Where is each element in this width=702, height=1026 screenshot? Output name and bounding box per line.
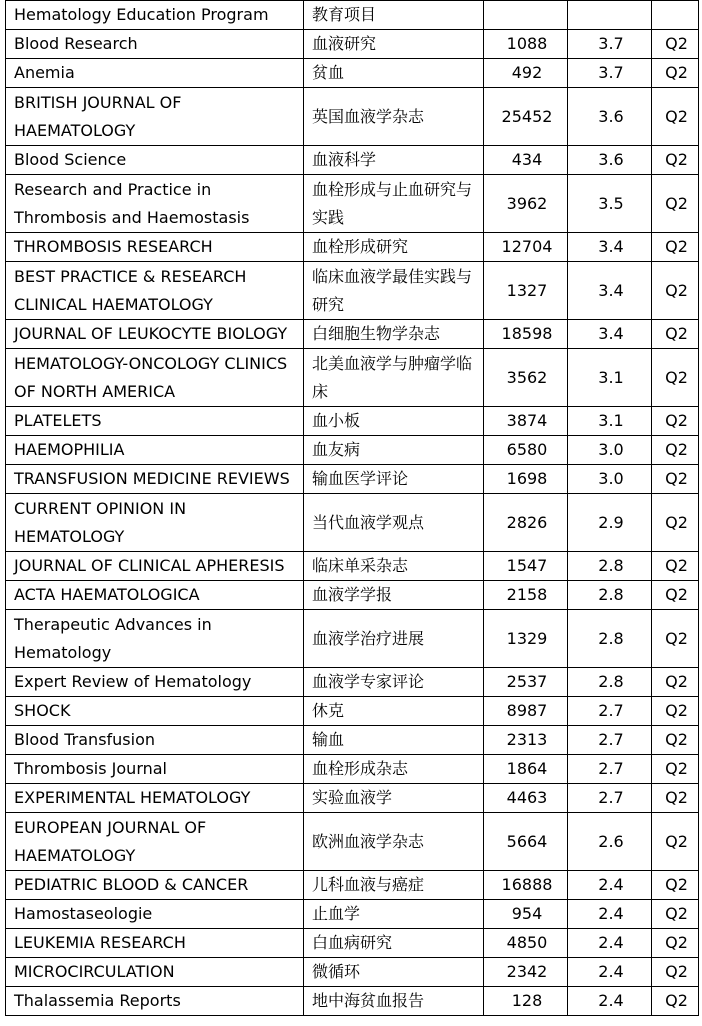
- journal-name-cell: Hematology Education Program: [6, 1, 304, 30]
- journal-name-cell: CURRENT OPINION IN HEMATOLOGY: [6, 494, 304, 552]
- citation-count-cell: 4463: [484, 784, 568, 813]
- impact-factor-cell: 3.0: [568, 436, 652, 465]
- quartile-cell: Q2: [652, 30, 699, 59]
- quartile-cell: Q2: [652, 987, 699, 1016]
- impact-factor-cell: 2.8: [568, 610, 652, 668]
- quartile-cell: Q2: [652, 552, 699, 581]
- quartile-cell: Q2: [652, 436, 699, 465]
- citation-count-cell: 2158: [484, 581, 568, 610]
- citation-count-cell: 2537: [484, 668, 568, 697]
- journal-name-cell: Expert Review of Hematology: [6, 668, 304, 697]
- quartile-cell: Q2: [652, 697, 699, 726]
- impact-factor-cell: 3.0: [568, 465, 652, 494]
- table-row: [6, 900, 699, 929]
- impact-factor-cell: 2.4: [568, 958, 652, 987]
- impact-factor-cell: 2.7: [568, 697, 652, 726]
- journal-chinese-name-cell: 输血: [304, 726, 484, 755]
- table-row: [6, 175, 699, 233]
- impact-factor-cell: 3.6: [568, 146, 652, 175]
- table-row: [6, 407, 699, 436]
- quartile-cell: Q2: [652, 465, 699, 494]
- quartile-cell: Q2: [652, 59, 699, 88]
- journal-name-cell: Blood Research: [6, 30, 304, 59]
- table-row: [6, 494, 699, 552]
- citation-count-cell: 492: [484, 59, 568, 88]
- journal-chinese-name-cell: 休克: [304, 697, 484, 726]
- journal-name-cell: Thalassemia Reports: [6, 987, 304, 1016]
- table-row: [6, 813, 699, 871]
- impact-factor-cell: 2.8: [568, 581, 652, 610]
- journal-name-cell: Therapeutic Advances in Hematology: [6, 610, 304, 668]
- quartile-cell: Q2: [652, 233, 699, 262]
- citation-count-cell: 954: [484, 900, 568, 929]
- citation-count-cell: 25452: [484, 88, 568, 146]
- table-row: [6, 784, 699, 813]
- journal-chinese-name-cell: 英国血液学杂志: [304, 88, 484, 146]
- quartile-cell: Q2: [652, 407, 699, 436]
- journal-name-cell: THROMBOSIS RESEARCH: [6, 233, 304, 262]
- journal-name-cell: Research and Practice in Thrombosis and Haemostasis: [6, 175, 304, 233]
- journal-chinese-name-cell: 血液学治疗进展: [304, 610, 484, 668]
- quartile-cell: Q2: [652, 349, 699, 407]
- impact-factor-cell: 2.4: [568, 900, 652, 929]
- journal-name-cell: JOURNAL OF CLINICAL APHERESIS: [6, 552, 304, 581]
- citation-count-cell: 2313: [484, 726, 568, 755]
- quartile-cell: Q2: [652, 813, 699, 871]
- journal-chinese-name-cell: 教育项目: [304, 1, 484, 30]
- journal-table-body: [6, 1, 699, 1016]
- table-row: [6, 958, 699, 987]
- quartile-cell: Q2: [652, 900, 699, 929]
- journal-name-cell: HAEMOPHILIA: [6, 436, 304, 465]
- citation-count-cell: 4850: [484, 929, 568, 958]
- quartile-cell: Q2: [652, 175, 699, 233]
- impact-factor-cell: 2.9: [568, 494, 652, 552]
- journal-chinese-name-cell: 微循环: [304, 958, 484, 987]
- journal-name-cell: SHOCK: [6, 697, 304, 726]
- citation-count-cell: 16888: [484, 871, 568, 900]
- citation-count-cell: 12704: [484, 233, 568, 262]
- impact-factor-cell: 2.4: [568, 987, 652, 1016]
- journal-name-cell: PEDIATRIC BLOOD & CANCER: [6, 871, 304, 900]
- journal-chinese-name-cell: 血液学学报: [304, 581, 484, 610]
- quartile-cell: Q2: [652, 146, 699, 175]
- quartile-cell: Q2: [652, 871, 699, 900]
- journal-chinese-name-cell: 实验血液学: [304, 784, 484, 813]
- quartile-cell: Q2: [652, 494, 699, 552]
- quartile-cell: Q2: [652, 958, 699, 987]
- table-row: [6, 552, 699, 581]
- impact-factor-cell: 3.4: [568, 233, 652, 262]
- journal-name-cell: Anemia: [6, 59, 304, 88]
- impact-factor-cell: 3.4: [568, 262, 652, 320]
- table-row: [6, 233, 699, 262]
- citation-count-cell: 3874: [484, 407, 568, 436]
- journal-name-cell: Blood Science: [6, 146, 304, 175]
- quartile-cell: Q2: [652, 262, 699, 320]
- journal-chinese-name-cell: 止血学: [304, 900, 484, 929]
- citation-count-cell: 1864: [484, 755, 568, 784]
- journal-chinese-name-cell: 儿科血液与癌症: [304, 871, 484, 900]
- impact-factor-cell: 2.7: [568, 755, 652, 784]
- impact-factor-cell: 2.8: [568, 668, 652, 697]
- table-row: [6, 929, 699, 958]
- citation-count-cell: [484, 1, 568, 30]
- journal-name-cell: Blood Transfusion: [6, 726, 304, 755]
- table-row: [6, 30, 699, 59]
- citation-count-cell: 1329: [484, 610, 568, 668]
- journal-table: [5, 0, 699, 1016]
- journal-name-cell: EXPERIMENTAL HEMATOLOGY: [6, 784, 304, 813]
- citation-count-cell: 3562: [484, 349, 568, 407]
- impact-factor-cell: 3.7: [568, 59, 652, 88]
- journal-chinese-name-cell: 血栓形成研究: [304, 233, 484, 262]
- journal-chinese-name-cell: 血液研究: [304, 30, 484, 59]
- citation-count-cell: 18598: [484, 320, 568, 349]
- table-row: [6, 697, 699, 726]
- citation-count-cell: 1088: [484, 30, 568, 59]
- citation-count-cell: 5664: [484, 813, 568, 871]
- journal-name-cell: HEMATOLOGY-ONCOLOGY CLINICS OF NORTH AMERICA: [6, 349, 304, 407]
- table-row: [6, 465, 699, 494]
- impact-factor-cell: 2.6: [568, 813, 652, 871]
- citation-count-cell: 2342: [484, 958, 568, 987]
- journal-name-cell: LEUKEMIA RESEARCH: [6, 929, 304, 958]
- journal-chinese-name-cell: 临床单采杂志: [304, 552, 484, 581]
- impact-factor-cell: 2.8: [568, 552, 652, 581]
- journal-chinese-name-cell: 血友病: [304, 436, 484, 465]
- impact-factor-cell: 2.7: [568, 784, 652, 813]
- quartile-cell: Q2: [652, 929, 699, 958]
- journal-name-cell: Hamostaseologie: [6, 900, 304, 929]
- journal-chinese-name-cell: 输血医学评论: [304, 465, 484, 494]
- citation-count-cell: 1698: [484, 465, 568, 494]
- journal-chinese-name-cell: 血栓形成与止血研究与实践: [304, 175, 484, 233]
- impact-factor-cell: 3.6: [568, 88, 652, 146]
- quartile-cell: Q2: [652, 320, 699, 349]
- table-row: [6, 436, 699, 465]
- impact-factor-cell: 3.1: [568, 349, 652, 407]
- citation-count-cell: 2826: [484, 494, 568, 552]
- citation-count-cell: 3962: [484, 175, 568, 233]
- impact-factor-cell: 2.7: [568, 726, 652, 755]
- citation-count-cell: 1327: [484, 262, 568, 320]
- journal-name-cell: Thrombosis Journal: [6, 755, 304, 784]
- table-row: [6, 146, 699, 175]
- impact-factor-cell: 3.7: [568, 30, 652, 59]
- table-row: [6, 668, 699, 697]
- journal-chinese-name-cell: 白血病研究: [304, 929, 484, 958]
- impact-factor-cell: 2.4: [568, 871, 652, 900]
- journal-chinese-name-cell: 北美血液学与肿瘤学临床: [304, 349, 484, 407]
- journal-chinese-name-cell: 血液学专家评论: [304, 668, 484, 697]
- table-row: [6, 987, 699, 1016]
- journal-chinese-name-cell: 贫血: [304, 59, 484, 88]
- journal-chinese-name-cell: 当代血液学观点: [304, 494, 484, 552]
- impact-factor-cell: 2.4: [568, 929, 652, 958]
- journal-name-cell: PLATELETS: [6, 407, 304, 436]
- journal-name-cell: BEST PRACTICE & RESEARCH CLINICAL HAEMATOLOGY: [6, 262, 304, 320]
- table-row: [6, 88, 699, 146]
- journal-name-cell: EUROPEAN JOURNAL OF HAEMATOLOGY: [6, 813, 304, 871]
- table-row: [6, 262, 699, 320]
- table-row: [6, 59, 699, 88]
- quartile-cell: [652, 1, 699, 30]
- quartile-cell: Q2: [652, 88, 699, 146]
- journal-chinese-name-cell: 血小板: [304, 407, 484, 436]
- citation-count-cell: 128: [484, 987, 568, 1016]
- table-row: [6, 610, 699, 668]
- quartile-cell: Q2: [652, 755, 699, 784]
- journal-name-cell: MICROCIRCULATION: [6, 958, 304, 987]
- journal-chinese-name-cell: 血液科学: [304, 146, 484, 175]
- citation-count-cell: 8987: [484, 697, 568, 726]
- impact-factor-cell: 3.5: [568, 175, 652, 233]
- journal-chinese-name-cell: 欧洲血液学杂志: [304, 813, 484, 871]
- table-row: [6, 871, 699, 900]
- table-row: [6, 349, 699, 407]
- impact-factor-cell: 3.1: [568, 407, 652, 436]
- journal-name-cell: ACTA HAEMATOLOGICA: [6, 581, 304, 610]
- table-row: [6, 726, 699, 755]
- quartile-cell: Q2: [652, 581, 699, 610]
- table-row: [6, 581, 699, 610]
- journal-chinese-name-cell: 血栓形成杂志: [304, 755, 484, 784]
- table-row: [6, 1, 699, 30]
- quartile-cell: Q2: [652, 726, 699, 755]
- impact-factor-cell: 3.4: [568, 320, 652, 349]
- citation-count-cell: 1547: [484, 552, 568, 581]
- journal-chinese-name-cell: 白细胞生物学杂志: [304, 320, 484, 349]
- table-row: [6, 320, 699, 349]
- quartile-cell: Q2: [652, 610, 699, 668]
- quartile-cell: Q2: [652, 784, 699, 813]
- citation-count-cell: 434: [484, 146, 568, 175]
- journal-chinese-name-cell: 地中海贫血报告: [304, 987, 484, 1016]
- impact-factor-cell: [568, 1, 652, 30]
- journal-name-cell: BRITISH JOURNAL OF HAEMATOLOGY: [6, 88, 304, 146]
- journal-name-cell: JOURNAL OF LEUKOCYTE BIOLOGY: [6, 320, 304, 349]
- quartile-cell: Q2: [652, 668, 699, 697]
- journal-name-cell: TRANSFUSION MEDICINE REVIEWS: [6, 465, 304, 494]
- journal-chinese-name-cell: 临床血液学最佳实践与研究: [304, 262, 484, 320]
- citation-count-cell: 6580: [484, 436, 568, 465]
- table-row: [6, 755, 699, 784]
